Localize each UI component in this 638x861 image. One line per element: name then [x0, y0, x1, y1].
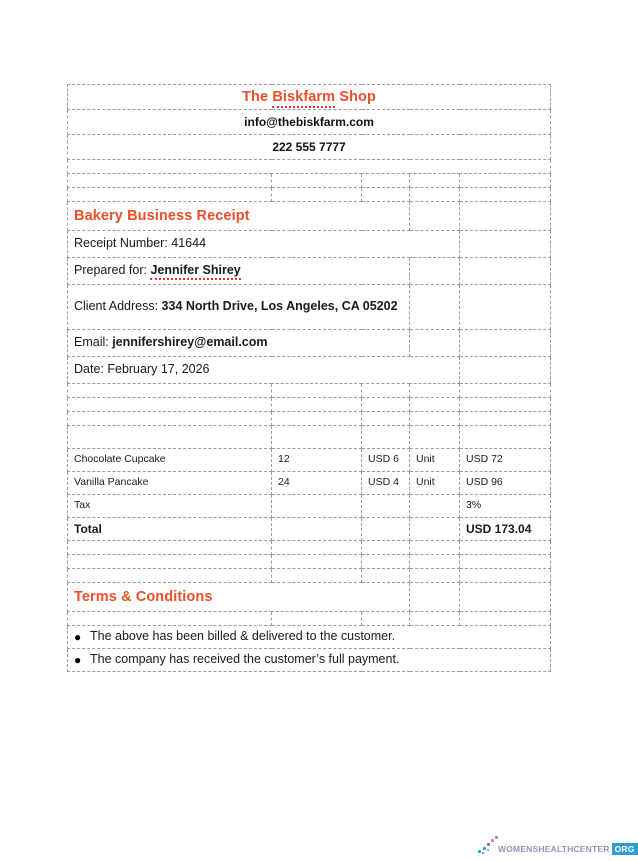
spacer-cell [460, 384, 551, 398]
row-spacer-10 [68, 612, 551, 626]
spacer-cell [460, 541, 551, 555]
cell-quantity [272, 518, 362, 541]
spacer-cell [410, 541, 460, 555]
row-spacer-3 [68, 188, 551, 202]
prepared-for-value: Jennifer Shirey [150, 263, 240, 280]
spacer-cell [68, 188, 272, 202]
terms-bullet-text: The company has received the customer’s full payment. [90, 652, 400, 667]
client-email-pad [460, 330, 551, 357]
spacer-cell [362, 569, 410, 583]
spacer-cell [68, 174, 272, 188]
cell-price: USD 6 [362, 449, 410, 472]
spacer-cell [68, 612, 272, 626]
spacer-cell [410, 188, 460, 202]
company-email-cell: info@thebiskfarm.com [68, 110, 551, 135]
list-item [68, 626, 551, 649]
terms-bullet-text: The above has been billed & delivered to the customer. [90, 629, 396, 644]
spacer-cell [460, 612, 551, 626]
spacer-cell [272, 412, 362, 426]
company-name-cell [68, 85, 551, 110]
row-spacer-9 [68, 569, 551, 583]
client-email-cell [68, 330, 410, 357]
list-item [68, 649, 551, 672]
column-header-price: Price [362, 426, 410, 449]
spacer-cell [460, 174, 551, 188]
cell-unit: Unit [410, 449, 460, 472]
spacer-cell [68, 569, 272, 583]
watermark-dots-icon [478, 835, 498, 855]
row-receipt-number [68, 231, 551, 258]
column-header-description: Description [68, 426, 272, 449]
date-pad [460, 357, 551, 384]
watermark-badge: ORG [612, 843, 638, 855]
spacer-cell [362, 612, 410, 626]
row-client-address [68, 285, 551, 330]
spacer-cell [410, 174, 460, 188]
cell-description: Vanilla Pancake [68, 472, 272, 495]
bullet-icon: ● [74, 630, 82, 644]
row-company-email [68, 110, 551, 135]
cell-price: USD 4 [362, 472, 410, 495]
row-spacer-4 [68, 384, 551, 398]
terms-section-title: Terms & Conditions [68, 583, 410, 612]
table-row-tax [68, 495, 551, 518]
receipt-number-label: Receipt Number: [74, 236, 172, 251]
cell-unit: Unit [410, 472, 460, 495]
client-email-label: Email: [74, 335, 113, 350]
spacer-cell [362, 541, 410, 555]
spacer-cell [272, 384, 362, 398]
spacer-cell [272, 569, 362, 583]
spacer-cell [272, 612, 362, 626]
company-name-suffix: Shop [335, 88, 376, 105]
client-email-value: jennifershirey@email.com [112, 335, 268, 350]
row-company-phone [68, 135, 551, 160]
spacer-cell [272, 555, 362, 569]
cell-description: Total [68, 518, 272, 541]
bullet-icon: ● [74, 653, 82, 667]
row-spacer-6 [68, 412, 551, 426]
terms-title-pad [410, 583, 460, 612]
spacer-cell [460, 569, 551, 583]
receipt-number-value: 41644 [171, 236, 207, 251]
spacer-cell [362, 384, 410, 398]
spacer-cell [460, 398, 551, 412]
cell-price [362, 495, 410, 518]
receipt-number-cell [68, 231, 460, 258]
prepared-for-pad [410, 258, 460, 285]
table-row [68, 449, 551, 472]
cell-total: USD 72 [460, 449, 551, 472]
row-spacer-8 [68, 555, 551, 569]
spacer-cell [362, 174, 410, 188]
company-name-prefix: The [242, 88, 273, 105]
spacer-cell [362, 188, 410, 202]
spacer-cell [410, 398, 460, 412]
spacer-cell [362, 412, 410, 426]
receipt-title-pad [460, 202, 551, 231]
spacer-cell [460, 555, 551, 569]
spacer-cell [68, 541, 272, 555]
spacer-cell [68, 398, 272, 412]
spacer-cell [410, 384, 460, 398]
spacer-cell [362, 555, 410, 569]
cell-quantity: 12 [272, 449, 362, 472]
spacer-cell [68, 412, 272, 426]
row-spacer-1 [68, 160, 551, 174]
prepared-for-cell [68, 258, 410, 285]
row-terms-bullet-1 [68, 626, 551, 649]
column-header-quantity: Quantity [272, 426, 362, 449]
prepared-for-label: Prepared for: [74, 263, 151, 278]
table-row-total [68, 518, 551, 541]
spacer-cell [410, 555, 460, 569]
spacer-cell [460, 412, 551, 426]
table-row [68, 472, 551, 495]
date-label: Date: [74, 362, 108, 377]
cell-quantity: 24 [272, 472, 362, 495]
receipt-title-pad [410, 202, 460, 231]
row-company-name [68, 85, 551, 110]
client-address-label: Client Address: [74, 299, 162, 314]
row-client-email [68, 330, 551, 357]
cell-description: Chocolate Cupcake [68, 449, 272, 472]
spacer-cell [410, 612, 460, 626]
spacer-cell [362, 398, 410, 412]
watermark [478, 829, 635, 855]
company-name-highlight: Biskfarm [272, 89, 335, 108]
spacer-cell [272, 174, 362, 188]
spacer-cell [68, 384, 272, 398]
receipt-section-title: Bakery Business Receipt [68, 202, 410, 231]
company-phone-cell: 222 555 7777 [68, 135, 551, 160]
items-table-header-row [68, 426, 551, 449]
cell-quantity [272, 495, 362, 518]
spacer-cell [68, 555, 272, 569]
spacer-cell [272, 398, 362, 412]
cell-price [362, 518, 410, 541]
row-date [68, 357, 551, 384]
row-spacer-7 [68, 541, 551, 555]
cell-description: Tax [68, 495, 272, 518]
cell-total: 3% [460, 495, 551, 518]
row-spacer-2 [68, 174, 551, 188]
spacer-cell [410, 569, 460, 583]
cell-unit [410, 518, 460, 541]
column-header-unit [410, 426, 460, 449]
spacer-cell [68, 160, 551, 174]
client-address-pad [410, 285, 460, 330]
column-header-total: Total [460, 426, 551, 449]
receipt-number-pad [460, 231, 551, 258]
spacer-cell [410, 412, 460, 426]
prepared-for-pad [460, 258, 551, 285]
watermark-text: WOMENSHEALTHCENTER [498, 844, 610, 854]
date-value: February 17, 2026 [107, 362, 210, 377]
client-address-cell [68, 285, 410, 330]
cell-unit [410, 495, 460, 518]
cell-total: USD 173.04 [460, 518, 551, 541]
date-cell [68, 357, 460, 384]
spacer-cell [272, 188, 362, 202]
row-prepared-for [68, 258, 551, 285]
client-email-pad [410, 330, 460, 357]
cell-total: USD 96 [460, 472, 551, 495]
row-receipt-title [68, 202, 551, 231]
row-terms-title [68, 583, 551, 612]
row-terms-bullet-2 [68, 649, 551, 672]
receipt-sheet [67, 84, 551, 672]
row-spacer-5 [68, 398, 551, 412]
spacer-cell [272, 541, 362, 555]
client-address-pad [460, 285, 551, 330]
spacer-cell [460, 188, 551, 202]
terms-title-pad [460, 583, 551, 612]
client-address-value: 334 North Drive, Los Angeles, CA 05202 [161, 299, 398, 314]
